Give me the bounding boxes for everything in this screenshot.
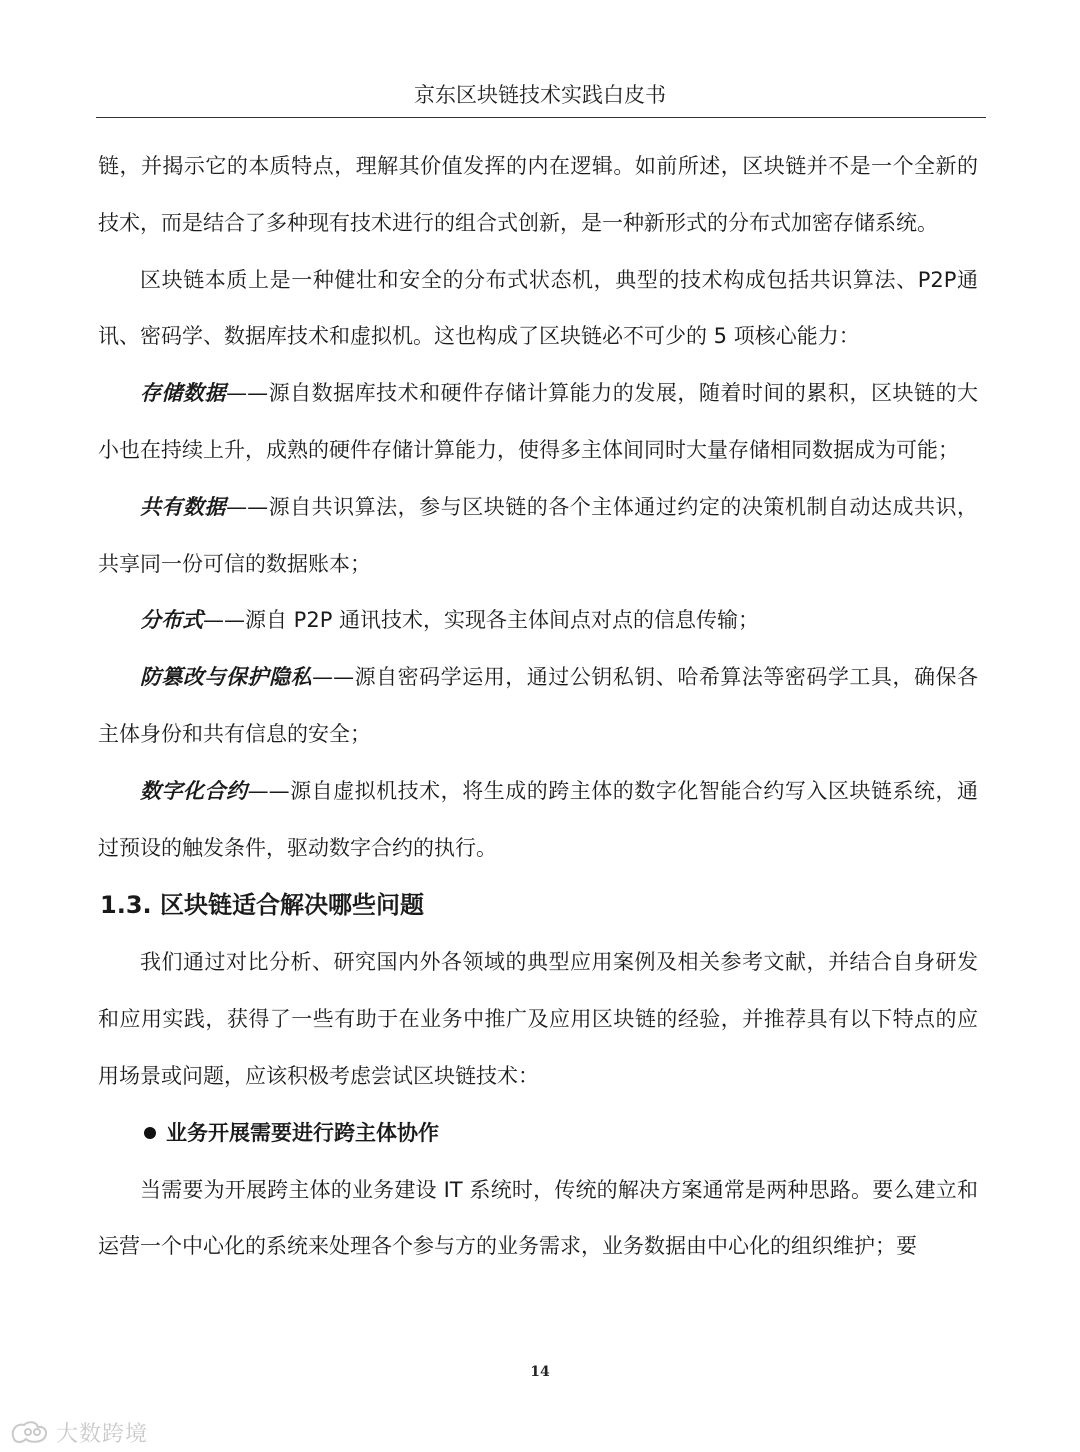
text-distributed: ——源自 P2P 通讯技术，实现各主体间点对点的信息传输； xyxy=(203,608,760,633)
paragraph-storage-data xyxy=(98,365,978,479)
watermark xyxy=(8,1416,148,1448)
paragraph-digital-contract xyxy=(98,763,978,877)
term-storage-data: 存储数据 xyxy=(140,381,227,406)
section-heading: 1.3. 区块链适合解决哪些问题 xyxy=(100,891,424,920)
paragraph-shared-data xyxy=(98,479,978,593)
paragraph-core-capabilities-intro: 区块链本质上是一种健壮和安全的分布式状态机，典型的技术构成包括共识算法、P2P通讯、密码学、数据库技术和虚拟机。这也构成了区块链必不可少的 5 项核心能力： xyxy=(98,267,978,349)
term-digital-contract: 数字化合约 xyxy=(140,778,248,803)
paragraph-section-intro: 我们通过对比分析、研究国内外各领域的典型应用案例及相关参考文献，并结合自身研发和应用实践，获得了一些有助于在业务中推广及应用区块链的经验，并推荐具有以下特点的应用场景或问题，应该积极考虑尝试区块链技术： xyxy=(98,950,978,1088)
paragraph-distributed xyxy=(98,592,978,649)
bullet-item xyxy=(98,1105,978,1162)
term-shared-data: 共有数据 xyxy=(140,494,227,519)
text-shared-data: ——源自共识算法，参与区块链的各个主体通过约定的决策机制自动达成共识，共享同一份可信的数据账本； xyxy=(98,494,979,576)
text-storage-data: ——源自数据库技术和硬件存储计算能力的发展，随着时间的累积，区块链的大小也在持续上升，成熟的硬件存储计算能力，使得多主体间同时大量存储相同数据成为可能； xyxy=(98,381,979,462)
paragraph-continuation: 链，并揭示它的本质特点，理解其价值发挥的内在逻辑。如前所述，区块链并不是一个全新的技术，而是结合了多种现有技术进行的组合式创新，是一种新形式的分布式加密存储系统。 xyxy=(98,154,978,235)
text-tamper-proof: ——源自密码学运用，通过公钥私钥、哈希算法等密码学工具，确保各主体身份和共有信息的安全； xyxy=(98,665,978,746)
paragraph-tamper-proof xyxy=(98,649,978,763)
term-tamper-proof: 防篡改与保护隐私 xyxy=(140,665,313,690)
bullet-dot-icon xyxy=(144,1127,156,1139)
text-digital-contract: ——源自虚拟机技术，将生成的跨主体的数字化智能合约写入区块链系统，通过预设的触发条件，驱动数字合约的执行。 xyxy=(98,778,979,860)
header-divider xyxy=(96,117,986,118)
page-number: 14 xyxy=(530,1364,550,1380)
running-header-title: 京东区块链技术实践白皮书 xyxy=(414,83,666,107)
bullet-text: 业务开展需要进行跨主体协作 xyxy=(166,1120,439,1145)
brand-logo-icon xyxy=(8,1417,52,1447)
page-body xyxy=(98,138,978,1275)
term-distributed: 分布式 xyxy=(140,608,203,633)
paragraph-after-bullet: 当需要为开展跨主体的业务建设 IT 系统时，传统的解决方案通常是两种思路。要么建立和运营一个中心化的系统来处理各个参与方的业务需求，业务数据由中心化的组织维护；要 xyxy=(98,1177,978,1259)
watermark-text: 大数跨境 xyxy=(56,1421,149,1447)
